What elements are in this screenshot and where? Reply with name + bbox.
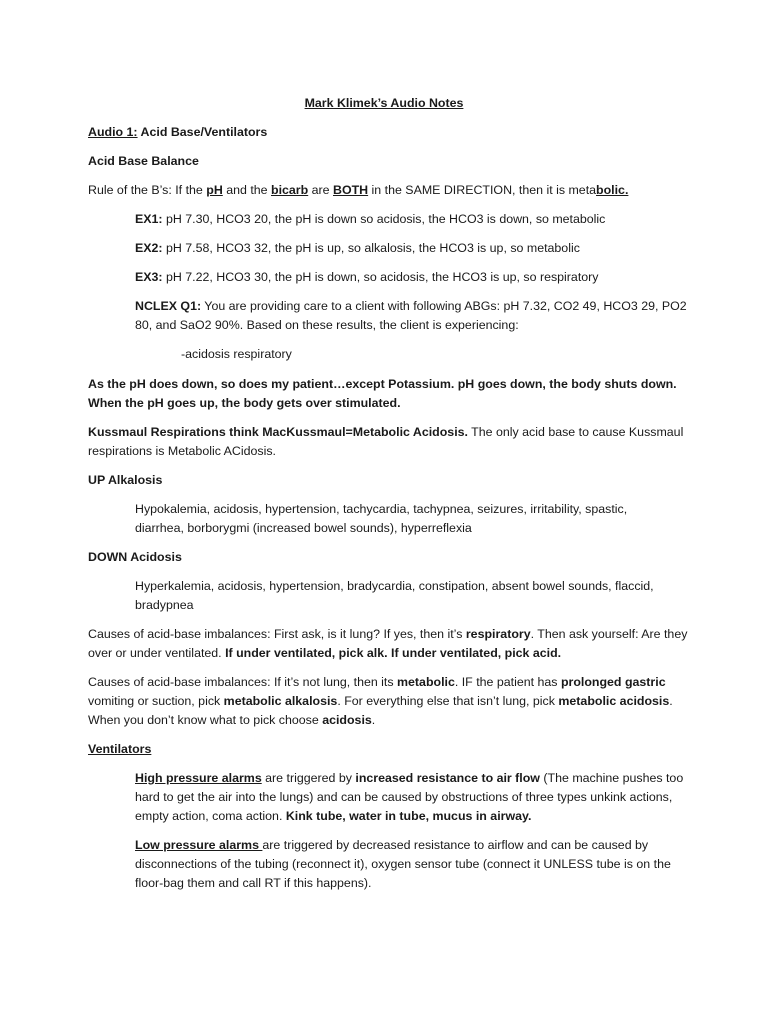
- causes-not-lung-paragraph: Causes of acid-base imbalances: If it’s not lung, then its metabolic. IF the patient has prolonged gastric vomiting or suction, pick metabolic alkalosis. For everything else that isn’t lung, pick metabolic acidosis. When you don’t know what to pick choose acidosis.: [88, 675, 673, 727]
- section-heading-acid-base: Acid Base Balance: [88, 154, 199, 168]
- rule-of-bs: Rule of the B’s: If the pH and the bicarb are BOTH in the SAME DIRECTION, then it is metabolic.: [88, 183, 629, 197]
- down-acidosis-list: Hyperkalemia, acidosis, hypertension, bradycardia, constipation, absent bowel sounds, flaccid, bradypnea: [135, 579, 654, 612]
- kussmaul-paragraph: Kussmaul Respirations think MacKussmaul=Metabolic Acidosis. The only acid base to cause Kussmaul respirations is Metabolic ACidosis.: [88, 425, 684, 458]
- ventilators-heading: Ventilators: [88, 742, 152, 756]
- example-1: EX1: pH 7.30, HCO3 20, the pH is down so acidosis, the HCO3 is down, so metabolic: [135, 212, 606, 226]
- causes-lung-paragraph: Causes of acid-base imbalances: First ask, is it lung? If yes, then it’s respiratory. Then ask yourself: Are they over or under ventilated. If under ventilated, pick alk. If under ventilated, pick acid.: [88, 627, 688, 660]
- high-pressure-paragraph: High pressure alarms are triggered by increased resistance to air flow (The machine pushes too hard to get the air into the lungs) and can be caused by obstructions of three types unkink actions, empty action, coma action. Kink tube, water in tube, mucus in airway.: [135, 771, 684, 823]
- up-alkalosis-list: Hypokalemia, acidosis, hypertension, tachycardia, tachypnea, seizures, irritability, spastic, diarrhea, borborygmi (increased bowel sounds), hyperreflexia: [135, 502, 628, 535]
- low-pressure-paragraph: Low pressure alarms are triggered by decreased resistance to airflow and can be caused by disconnections of the tubing (reconnect it), oxygen sensor tube (connect it UNLESS tube is on the floor-bag them and call RT if this happens).: [135, 838, 671, 890]
- example-3: EX3: pH 7.22, HCO3 30, the pH is down, so acidosis, the HCO3 is up, so respiratory: [135, 270, 599, 284]
- example-2: EX2: pH 7.58, HCO3 32, the pH is up, so alkalosis, the HCO3 is up, so metabolic: [135, 241, 580, 255]
- patient-paragraph: As the pH does down, so does my patient…except Potassium. pH goes down, the body shuts down. When the pH goes up, the body gets over stimulated.: [88, 377, 677, 410]
- up-alkalosis-heading: UP Alkalosis: [88, 473, 163, 487]
- down-acidosis-heading: DOWN Acidosis: [88, 550, 182, 564]
- nclex-question: NCLEX Q1: You are providing care to a client with following ABGs: pH 7.32, CO2 49, HCO3 29, PO2 80, and SaO2 90%. Based on these results, the client is experiencing:: [135, 299, 687, 332]
- audio-heading: Audio 1: Acid Base/Ventilators: [88, 125, 268, 139]
- nclex-answer: -acidosis respiratory: [181, 347, 292, 361]
- doc-title: Mark Klimek’s Audio Notes: [304, 96, 464, 110]
